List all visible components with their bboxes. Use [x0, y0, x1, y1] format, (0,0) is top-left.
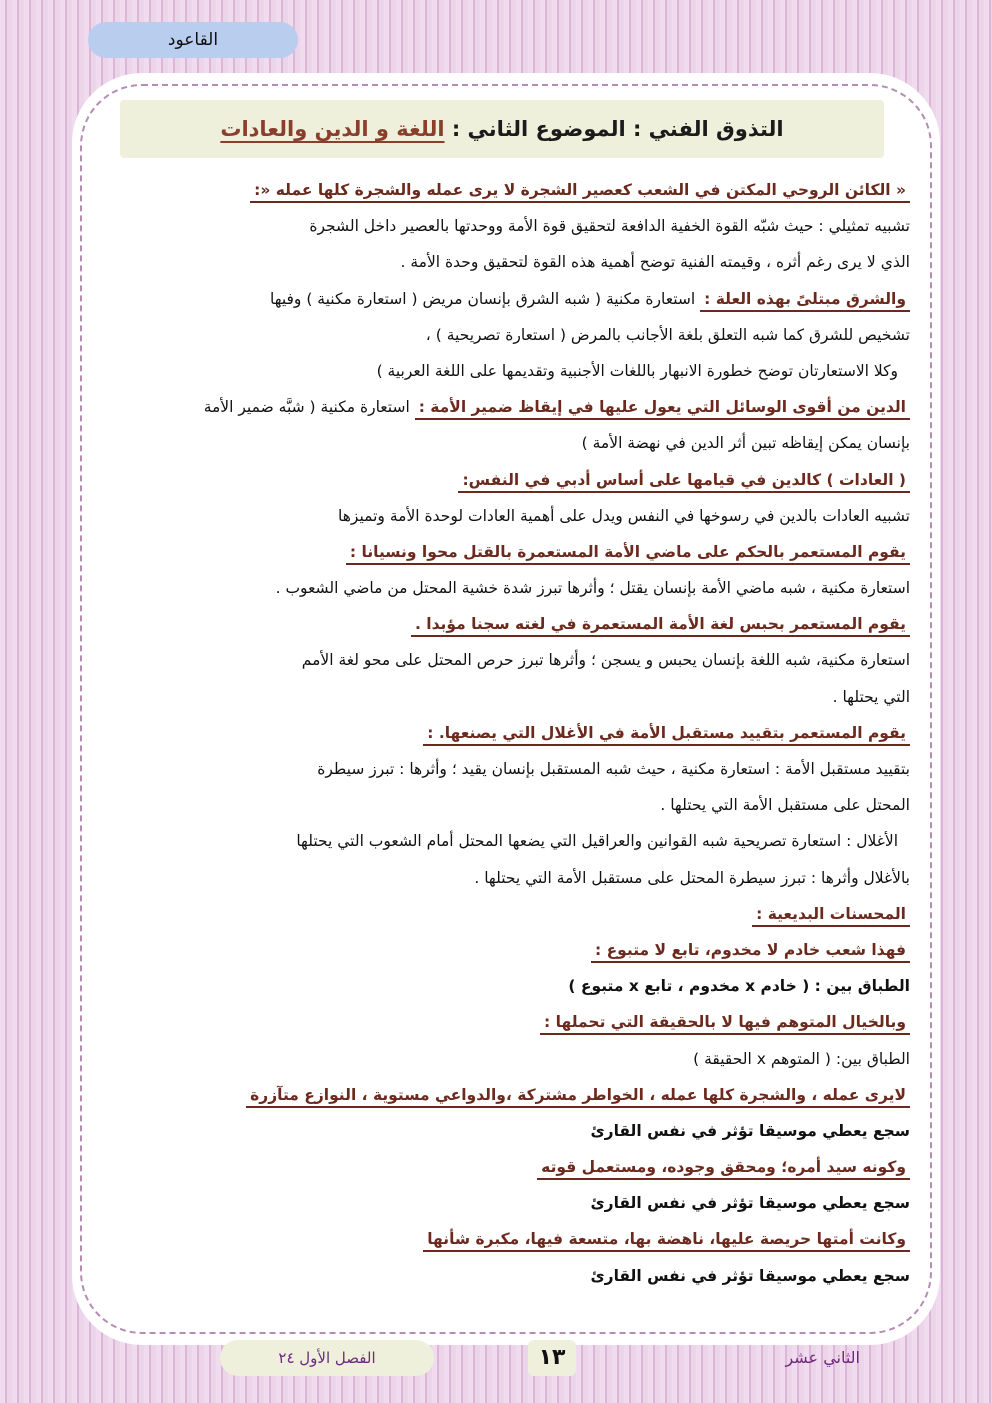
heading-line — [95, 1149, 910, 1185]
heading-text: لايرى عمله ، والشجرة كلها عمله ، الخواطر مشتركة ،والدواعي مستوية ، النوازع متآزرة — [246, 1086, 910, 1108]
heading-note: استعارة مكنية ( شبَّه ضمير الأمة — [203, 398, 415, 417]
heading-text: يقوم المستعمر بالحكم على ماضي الأمة المستعمرة بالقتل محوا ونسيانا : — [346, 543, 910, 565]
text-line: المحتل على مستقبل الأمة التي يحتلها . — [660, 796, 910, 815]
heading-line — [95, 1077, 910, 1113]
text-line: بالأغلال وأثرها : تبرز سيطرة المحتل على مستقبل الأمة التي يحتلها . — [474, 868, 910, 887]
footer-term — [220, 1340, 434, 1376]
bold-line: سجع يعطي موسيقا تؤثر في نفس القارئ — [590, 1121, 910, 1140]
heading-text: يقوم المستعمر بحبس لغة الأمة المستعمرة في لغته سجنا مؤبدا . — [411, 615, 910, 637]
heading-line — [95, 932, 910, 968]
title-prefix: التذوق الفني : الموضوع الثاني : — [444, 117, 784, 141]
text-line: تشبيه العادات بالدين في رسوخها في النفس ويدل على أهمية العادات لوحدة الأمة وتميزها — [338, 506, 910, 525]
heading-text: ( العادات ) كالدين في قيامها على أساس أدبي في النفس: — [458, 471, 910, 493]
bold-line: الطباق بين : ( خادم x مخدوم ، تابع x متبوع ) — [568, 977, 910, 996]
heading-text: الدين من أقوى الوسائل التي يعول عليها في إيقاظ ضمير الأمة : — [415, 398, 910, 420]
bold-line: سجع يعطي موسيقا تؤثر في نفس القارئ — [590, 1266, 910, 1285]
author-tab — [88, 22, 298, 58]
term-label: الفصل الأول ٢٤ — [278, 1349, 376, 1367]
text-line: تشخيص للشرق كما شبه التعلق بلغة الأجانب بالمرض ( استعارة تصريحية ) ، — [425, 325, 910, 344]
heading-line — [95, 172, 910, 208]
heading-line — [95, 896, 910, 932]
heading-line — [95, 389, 910, 425]
lesson-body — [95, 172, 910, 1294]
heading-text: وبالخيال المتوهم فيها لا بالحقيقة التي تحملها : — [540, 1013, 910, 1035]
author-name: القاعود — [167, 30, 219, 50]
bold-line: سجع يعطي موسيقا تؤثر في نفس القارئ — [590, 1194, 910, 1213]
grade-text: الثاني عشر — [785, 1348, 860, 1367]
heading-line — [95, 1221, 910, 1257]
text-line: بإنسان يمكن إيقاظه تبين أثر الدين في نهضة الأمة ) — [581, 434, 910, 453]
text-line: استعارة مكنية، شبه اللغة بإنسان يحبس و يسجن ؛ وأثرها تبرز حرص المحتل على محو لغة الأمم — [301, 651, 910, 670]
heading-line — [95, 534, 910, 570]
text-line: الذي لا يرى رغم أثره ، وقيمته الفنية توضح أهمية هذه القوة لتحقيق وحدة الأمة . — [400, 253, 910, 272]
text-line: الطباق بين: ( المتوهم x الحقيقة ) — [693, 1049, 910, 1068]
heading-line — [95, 715, 910, 751]
text-line: التي يحتلها . — [832, 687, 910, 706]
page-number-value: ١٣ — [538, 1345, 566, 1370]
grade-label — [760, 1340, 860, 1376]
heading-text: « الكائن الروحي المكتن في الشعب كعصير الشجرة لا يرى عمله والشجرة كلها عمله «: — [250, 181, 910, 203]
text-line: تشبيه تمثيلي : حيث شبّه القوة الخفية الدافعة لتحقيق قوة الأمة ووحدتها بالعصير داخل الشجرة — [309, 217, 910, 236]
heading-text: يقوم المستعمر بتقييد مستقبل الأمة في الأغلال التي يصنعها. : — [423, 724, 910, 746]
page-number — [528, 1340, 576, 1376]
heading-text: المحسنات البديعية : — [752, 905, 910, 927]
text-line: الأغلال : استعارة تصريحية شبه القوانين والعراقيل التي يضعها المحتل أمام الشعوب التي يحتلها — [296, 832, 898, 851]
heading-line — [95, 281, 910, 317]
heading-note: استعارة مكنية ( شبه الشرق بإنسان مريض ( استعارة مكنية ) وفيها — [269, 289, 701, 308]
title-topic: اللغة و الدين والعادات — [220, 117, 445, 141]
heading-line — [95, 462, 910, 498]
text-line: استعارة مكنية ، شبه ماضي الأمة بإنسان يقتل ؛ وأثرها تبرز شدة خشية المحتل من ماضي الشعوب . — [275, 579, 910, 598]
heading-text: والشرق مبتلىً بهذه العلة : — [700, 290, 910, 312]
page-title — [130, 100, 874, 158]
heading-text: وكانت أمتها حريصة عليها، ناهضة بها، متسعة فيها، مكبرة شأنها — [423, 1230, 910, 1252]
heading-line — [95, 1004, 910, 1040]
text-line: بتقييد مستقبل الأمة : استعارة مكنية ، حيث شبه المستقبل بإنسان يقيد ؛ وأثرها : تبرز سيطرة — [317, 760, 910, 778]
heading-text: وكونه سيد أمره؛ ومحقق وجوده، ومستعمل قوته — [537, 1158, 910, 1180]
text-line: وكلا الاستعارتان توضح خطورة الانبهار باللغات الأجنبية وتقديمها على اللغة العربية ) — [376, 361, 898, 380]
heading-line — [95, 606, 910, 642]
heading-text: فهذا شعب خادم لا مخدوم، تابع لا متبوع : — [591, 941, 910, 963]
